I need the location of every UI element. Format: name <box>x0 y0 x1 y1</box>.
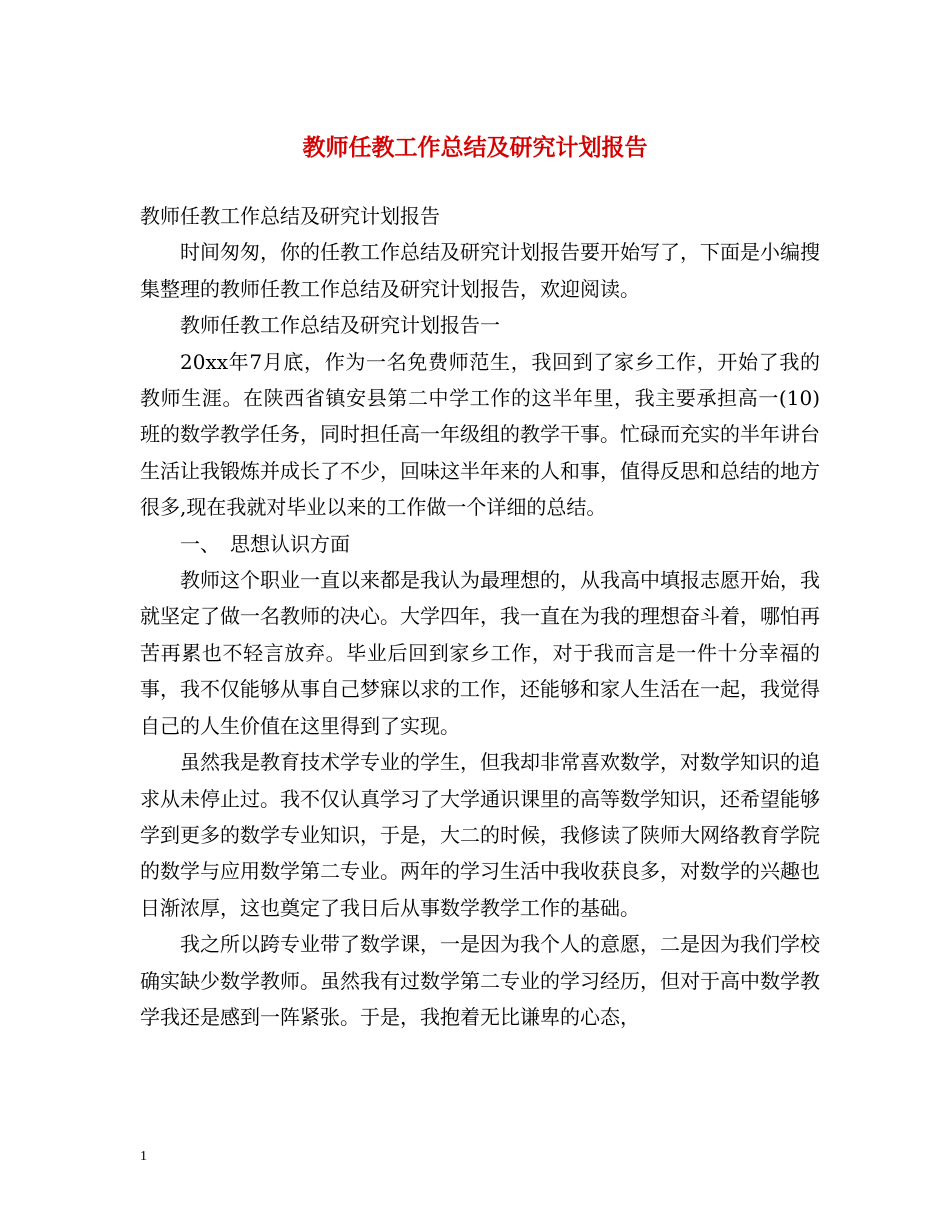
subtitle-paragraph: 教师任教工作总结及研究计划报告 <box>140 204 440 228</box>
document-body <box>140 198 820 1035</box>
section-heading: 教师任教工作总结及研究计划报告一 <box>180 313 500 338</box>
intro-paragraph: 时间匆匆，你的任教工作总结及研究计划报告要开始写了，下面是小编搜集整理的教师任教工作总结及研究计划报告，欢迎阅读。 <box>140 240 820 301</box>
body-paragraph: 教师这个职业一直以来都是我认为最理想的，从我高中填报志愿开始，我就坚定了做一名教师的决心。大学四年，我一直在为我的理想奋斗着，哪怕再苦再累也不轻言放弃。毕业后回到家乡工作，对于我而言是一件十分幸福的事，我不仅能够从事自己梦寐以求的工作，还能够和家人生活在一起，我觉得自己的人生价值在这里得到了实现。 <box>140 568 820 738</box>
section-heading: 一、 思想认识方面 <box>180 531 350 556</box>
body-paragraph: 虽然我是教育技术学专业的学生，但我却非常喜欢数学，对数学知识的追求从未停止过。我不仅认真学习了大学通识课里的高等数学知识，还希望能够学到更多的数学专业知识，于是，大二的时候，我修读了陕师大网络教育学院的数学与应用数学第二专业。两年的学习生活中我收获良多，对数学的兴趣也日渐浓厚，这也奠定了我日后从事数学教学工作的基础。 <box>140 750 820 920</box>
page-number: 1 <box>140 1149 147 1164</box>
document-title: 教师任教工作总结及研究计划报告 <box>302 134 648 161</box>
body-paragraph: 我之所以跨专业带了数学课，一是因为我个人的意愿，二是因为我们学校确实缺少数学教师。虽然我有过数学第二专业的学习经历，但对于高中数学教学我还是感到一阵紧张。于是，我抱着无比谦卑的心态， <box>140 932 820 1029</box>
body-paragraph: 20xx年7月底，作为一名免费师范生，我回到了家乡工作，开始了我的教师生涯。在陕西省镇安县第二中学工作的这半年里，我主要承担高一(10)班的数学教学任务，同时担任高一年级组的教学干事。忙碌而充实的半年讲台生活让我锻炼并成长了不少，回味这半年来的人和事，值得反思和总结的地方很多,现在我就对毕业以来的工作做一个详细的总结。 <box>140 349 820 520</box>
